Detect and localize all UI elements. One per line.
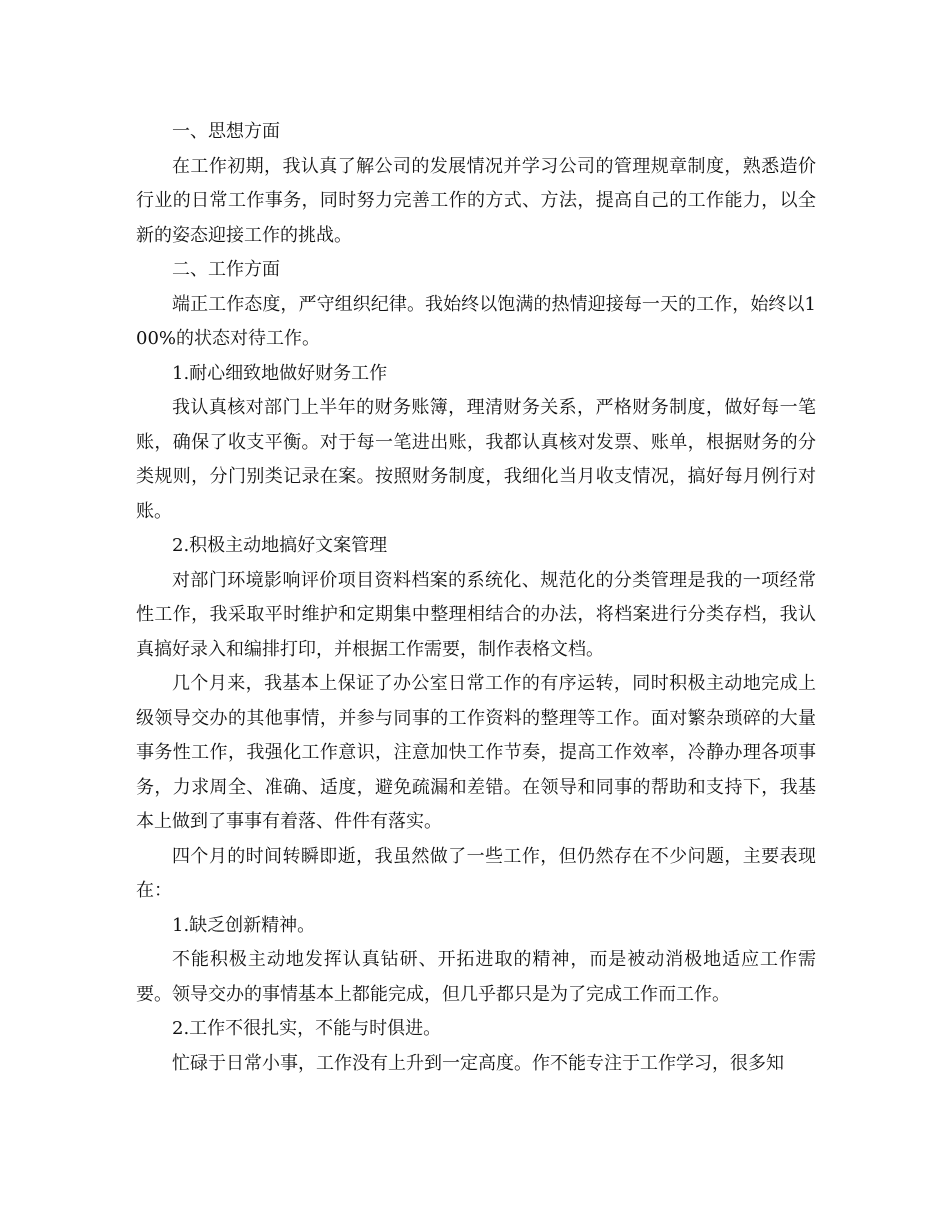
paragraph-work-beginning: 在工作初期，我认真了解公司的发展情况并学习公司的管理规章制度，熟悉造价行业的日常工作事务，同时努力完善工作的方式、方法，提高自己的工作能力，以全新的姿态迎接工作的挑战。 <box>136 155 816 246</box>
paragraph-document-management: 对部门环境影响评价项目资料档案的系统化、规范化的分类管理是我的一项经常性工作，我采取平时维护和定期集中整理相结合的办法，将档案进行分类存档，我认真搞好录入和编排打印，并根据工作需要，制作表格文档。 <box>136 569 816 660</box>
paragraph-summary: 几个月来，我基本上保证了办公室日常工作的有序运转，同时积极主动地完成上级领导交办的其他事情，并参与同事的工作资料的整理等工作。面对繁杂琐碎的大量事务性工作，我强化工作意识，注意加快工作节奏，提高工作效率，冷静办理各项事务，力求周全、准确、适度，避免疏漏和差错。在领导和同事的帮助和支持下，我基本上做到了事事有着落、件件有落实。 <box>136 673 816 832</box>
subheading-document-management: 2.积极主动地搞好文案管理 <box>172 535 388 556</box>
paragraph-finance: 我认真核对部门上半年的财务账簿，理清财务关系，严格财务制度，做好每一笔账，确保了收支平衡。对于每一笔进出账，我都认真核对发票、账单，根据财务的分类规则，分门别类记录在案。按照财务制度，我细化当月收支情况，搞好每月例行对账。 <box>136 397 816 522</box>
paragraph-not-solid: 忙碌于日常小事，工作没有上升到一定高度。作不能专注于工作学习，很多知 <box>172 1052 784 1074</box>
paragraph-problems-intro: 四个月的时间转瞬即逝，我虽然做了一些工作，但仍然存在不少问题，主要表现在： <box>136 845 816 901</box>
subheading-finance: 1.耐心细致地做好财务工作 <box>172 362 388 384</box>
section-heading-thought: 一、思想方面 <box>172 121 280 142</box>
document-body <box>136 115 816 1081</box>
subheading-lack-innovation: 1.缺乏创新精神。 <box>172 914 316 936</box>
paragraph-lack-innovation: 不能积极主动地发挥认真钻研、开拓进取的精神，而是被动消极地适应工作需要。领导交办的事情基本上都能完成，但几乎都只是为了完成工作而工作。 <box>136 949 816 1005</box>
paragraph-work-attitude: 端正工作态度，严守组织纪律。我始终以饱满的热情迎接每一天的工作，始终以100%的状态对待工作。 <box>136 293 816 349</box>
section-heading-work: 二、工作方面 <box>172 259 280 280</box>
subheading-not-solid: 2.工作不很扎实，不能与时俱进。 <box>172 1018 442 1039</box>
